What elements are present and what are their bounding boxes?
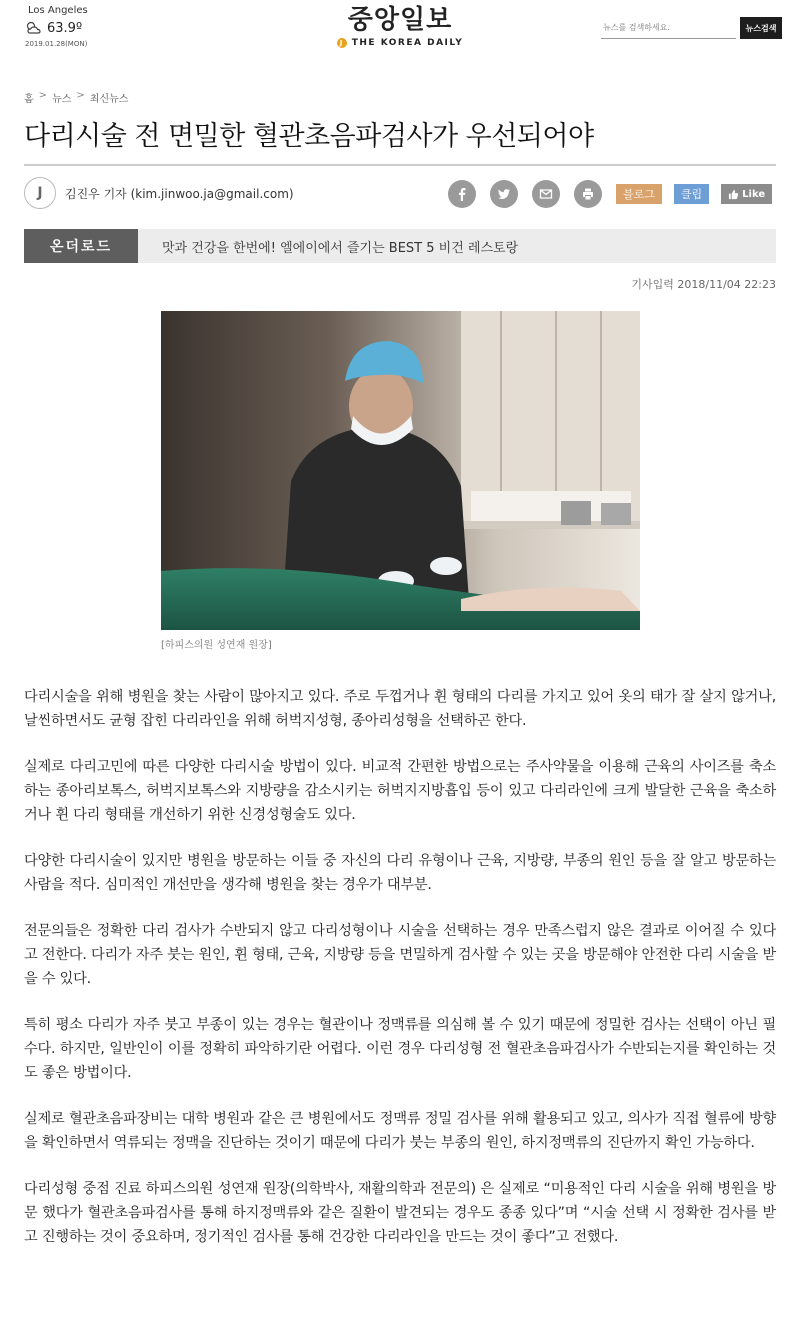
article-body [24, 685, 776, 1271]
weather-date: 2019.01.28(MON) [25, 40, 88, 48]
facebook-icon [455, 187, 469, 201]
breadcrumb-news[interactable]: 뉴스 [52, 94, 72, 105]
site-header [0, 0, 800, 72]
byline [24, 177, 294, 209]
article-paragraph: 다리시술을 위해 병원을 찾는 사람이 많아지고 있다. 주로 두껍거나 휜 형태의 다리를 가지고 있어 옷의 태가 잘 살지 않거나, 날씬하면서도 균형 잡힌 다리라인을 위해 허벅지성형, 종아리성형을 선택하곤 한다. [24, 689, 776, 729]
like-label: Like [742, 188, 766, 200]
facebook-share-button[interactable] [448, 180, 476, 208]
breadcrumb-separator: > [76, 90, 85, 101]
share-toolbar [448, 180, 772, 208]
breadcrumb-separator: > [38, 90, 48, 101]
article-paragraph: 전문의들은 정확한 다리 검사가 수반되지 않고 다리성형이나 시술을 선택하는 경우 만족스럽지 않은 결과로 이어질 수 있다고 전한다. 다리가 자주 붓는 원인, 휜 형태, 근육, 지방량 등을 면밀하게 검사할 수 있는 곳을 방문해야 안전한 다리 시술을 받을 수 있다. [24, 923, 776, 987]
clip-button[interactable]: 클립 [674, 184, 709, 204]
author-avatar[interactable]: J [24, 177, 56, 209]
search-input[interactable] [601, 17, 736, 39]
photo-caption: [하피스의원 성연재 원장] [161, 640, 272, 651]
breadcrumb-home[interactable]: 홈 [24, 94, 34, 105]
search-bar [601, 17, 782, 39]
logo-korean: 중앙일보 [347, 5, 453, 35]
partly-cloudy-icon [24, 20, 44, 36]
twitter-share-button[interactable] [490, 180, 518, 208]
article-paragraph: 다리성형 중점 진료 하피스의원 성연재 원장(의학박사, 재활의학과 전문의) 은 실제로 “미용적인 다리 시술을 위해 병원을 방문 했다가 혈관초음파검사를 통해 하지정맥류와 같은 질환이 발견되는 경우도 종종 있다”며 “시술 선택 시 정확한 검사를 받고 진행하는 것이 중요하며, 정기적인 검사를 통해 건강한 다리라인을 만드는 것이 좋다”고 전했다. [24, 1181, 776, 1245]
article-paragraph: 실제로 다리고민에 따른 다양한 다리시술 방법이 있다. 비교적 간편한 방법으로는 주사약물을 이용해 근육의 사이즈를 축소하는 종아리보톡스, 허벅지보톡스와 지방량을 감소시키는 허벅지지방흡입 등이 있고 다리라인에 크게 발달한 근육을 축소하거나 휜 다리 형태를 개선하기 위한 신경성형술도 있다. [24, 759, 776, 823]
thumbs-up-icon [728, 189, 739, 200]
article-paragraph: 실제로 혈관초음파장비는 대학 병원과 같은 큰 병원에서도 정맥류 정밀 검사를 위해 활용되고 있고, 의사가 직접 혈류에 방향을 확인하면서 역류되는 정맥을 진단하는 것이기 때문에 다리가 붓는 부종의 원인, 하지정맥류의 진단까지 확인 가능하다. [24, 1111, 776, 1151]
print-button[interactable] [574, 180, 602, 208]
breadcrumb [24, 90, 128, 105]
like-button[interactable] [721, 184, 772, 204]
ticker-headline[interactable]: 맛과 건강을 한번에! 엘에이에서 즐기는 BEST 5 비건 레스토랑 [162, 240, 519, 256]
weather-widget [24, 5, 88, 48]
article-photo [161, 311, 640, 630]
title-divider [24, 164, 776, 166]
email-icon [539, 187, 553, 201]
twitter-icon [497, 187, 511, 201]
onthe-road-bar [24, 229, 776, 263]
site-logo[interactable] [300, 4, 500, 48]
logo-english: THE KOREA DAILY [351, 38, 464, 48]
search-button[interactable]: 뉴스검색 [740, 17, 782, 39]
breadcrumb-latest[interactable]: 최신뉴스 [89, 94, 129, 105]
blog-share-button[interactable]: 블로그 [616, 184, 662, 204]
author-name[interactable]: 김진우 기자 (kim.jinwoo.ja@gmail.com) [65, 186, 294, 201]
article-paragraph: 특히 평소 다리가 자주 붓고 부종이 있는 경우는 혈관이나 정맥류를 의심해 볼 수 있기 때문에 정밀한 검사는 선택이 아닌 필수다. 하지만, 일반인이 이를 정확히 파악하기란 어렵다. 이런 경우 다리성형 전 혈관초음파검사가 수반되는지를 확인하는 것도 좋은 방법이다. [24, 1017, 776, 1081]
weather-temp: 63.9º [47, 20, 83, 36]
article-title: 다리시술 전 면밀한 혈관초음파검사가 우선되어야 [24, 121, 594, 152]
email-share-button[interactable] [532, 180, 560, 208]
weather-city: Los Angeles [28, 5, 88, 16]
print-icon [581, 187, 595, 201]
article-paragraph: 다양한 다리시술이 있지만 병원을 방문하는 이들 중 자신의 다리 유형이나 근육, 지방량, 부종의 원인 등을 잘 알고 방문하는 사람을 적다. 심미적인 개선만을 생각해 병원을 찾는 경우가 대부분. [24, 853, 776, 893]
logo-mark-icon: J [337, 38, 347, 48]
published-date: 기사입력 2018/11/04 22:23 [631, 278, 776, 291]
ticker-label[interactable]: 온더로드 [24, 229, 138, 263]
